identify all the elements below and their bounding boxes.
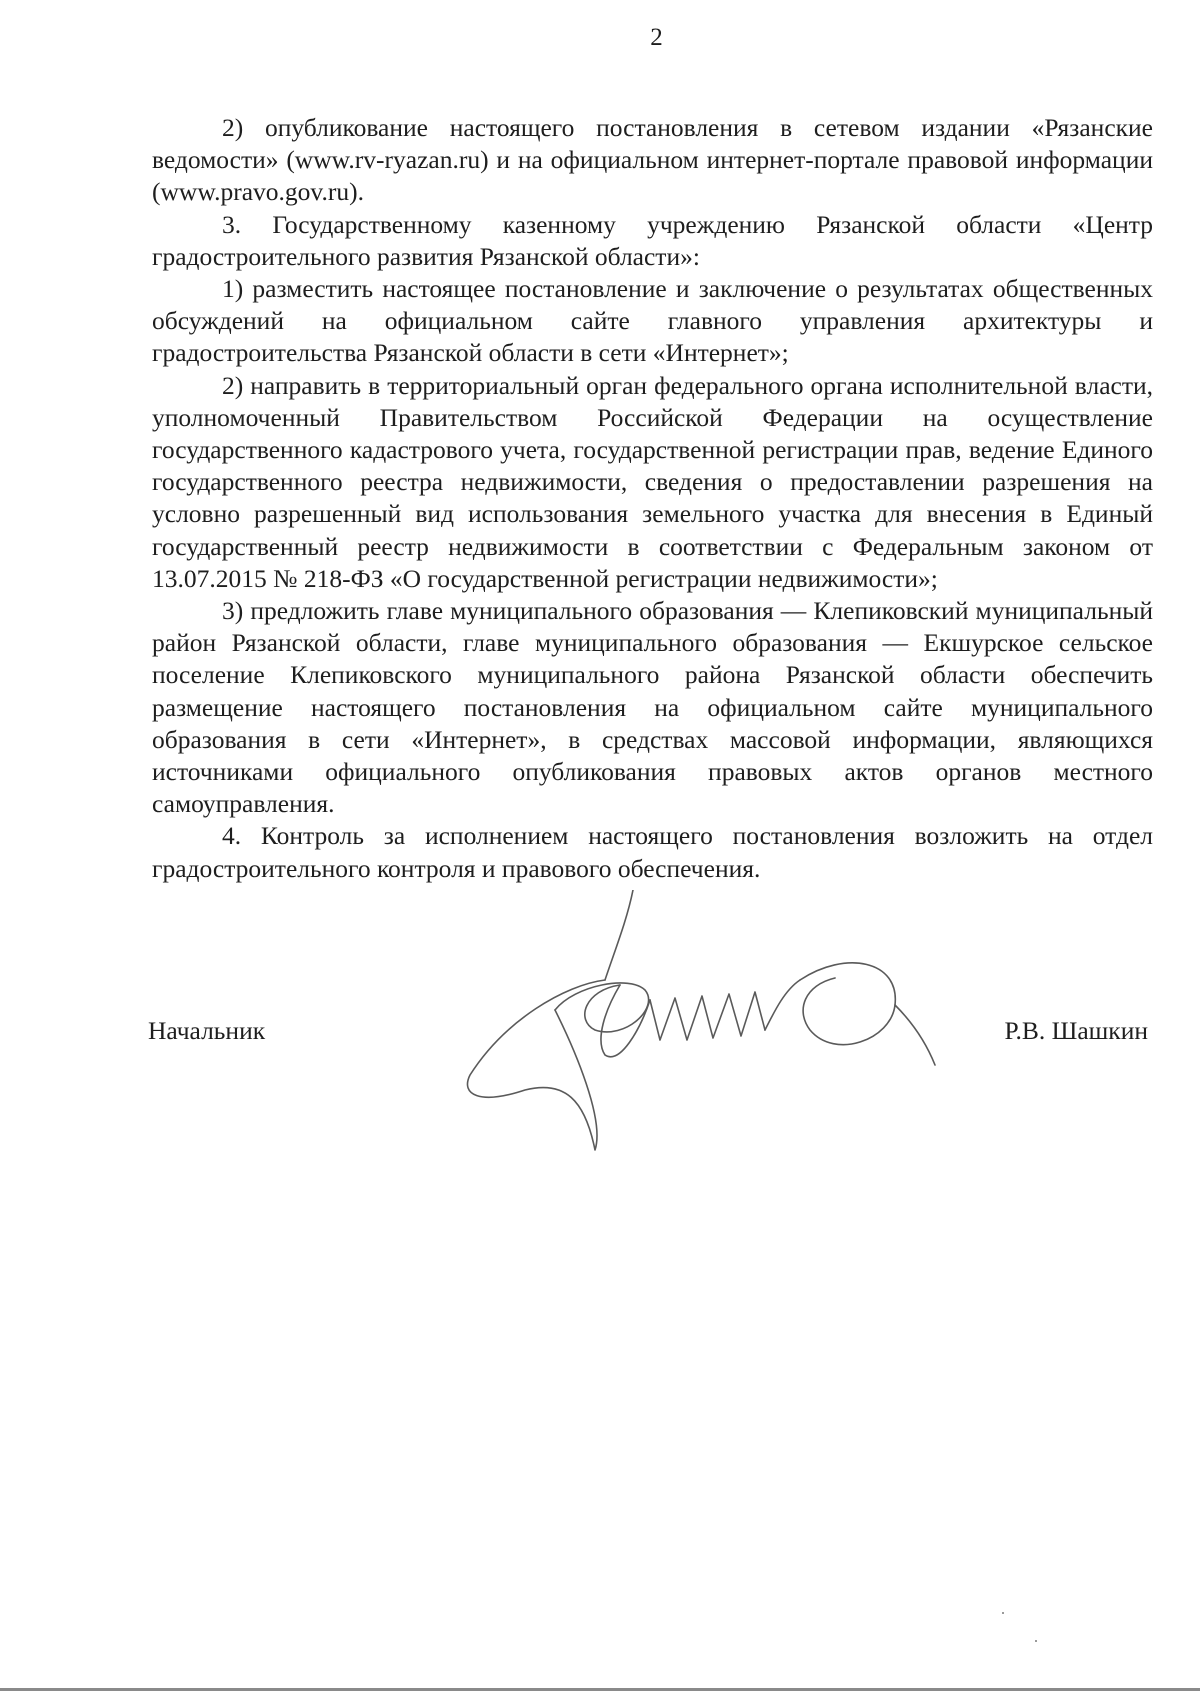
signer-name: Р.В. Шашкин (1004, 1016, 1148, 1045)
scan-edge-line (0, 1688, 1200, 1691)
paragraph-publication: 2) опубликование настоящего постановления в сетевом издании «Рязанские ведомости» (www.rv-ryazan.ru) и на официальном интернет-портале правовой информации (www.pravo.gov.ru). (152, 113, 1153, 207)
scan-speck (1002, 1612, 1004, 1614)
paragraph-item-3: 3. Государственному казенному учреждению Рязанской области «Центр градостроительного развития Рязанской области»: (152, 209, 1153, 271)
paragraph-item-4: 4. Контроль за исполнением настоящего постановления возложить на отдел градостроительного контроля и правового обеспечения. (152, 821, 1153, 883)
page-number: 2 (650, 24, 663, 51)
signer-title: Начальник (148, 1016, 266, 1045)
document-body (152, 112, 1153, 885)
paragraph-item-3-2: 2) направить в территориальный орган федерального органа исполнительной власти, уполномоченный Правительством Российской Федерации на осуществление государственного кадастрового учета, государственной регистрации прав, ведение Единого государственного реестра недвижимости, сведения о предоставлении разрешения на условно разрешенный вид использования земельного участка для внесения в Единый государственный реестр недвижимости в соответствии с Федеральным законом от 13.07.2015 № 218-ФЗ «О государственной регистрации недвижимости»; (152, 370, 1153, 593)
handwritten-signature (455, 890, 975, 1170)
paragraph-item-3-1: 1) разместить настоящее постановление и заключение о результатах общественных обсуждений на официальном сайте главного управления архитектуры и градостроительства Рязанской области в сети «Интернет»; (152, 274, 1153, 368)
paragraph-item-3-3: 3) предложить главе муниципального образования — Клепиковский муниципальный район Рязанской области, главе муниципального образования — Екшурское сельское поселение Клепиковского муниципального района Рязанской области обеспечить размещение настоящего постановления на официальном сайте муниципального образования в сети «Интернет», в средствах массовой информации, являющихся источниками официального опубликования правовых актов органов местного самоуправления. (152, 596, 1153, 819)
scan-speck (1035, 1640, 1037, 1642)
